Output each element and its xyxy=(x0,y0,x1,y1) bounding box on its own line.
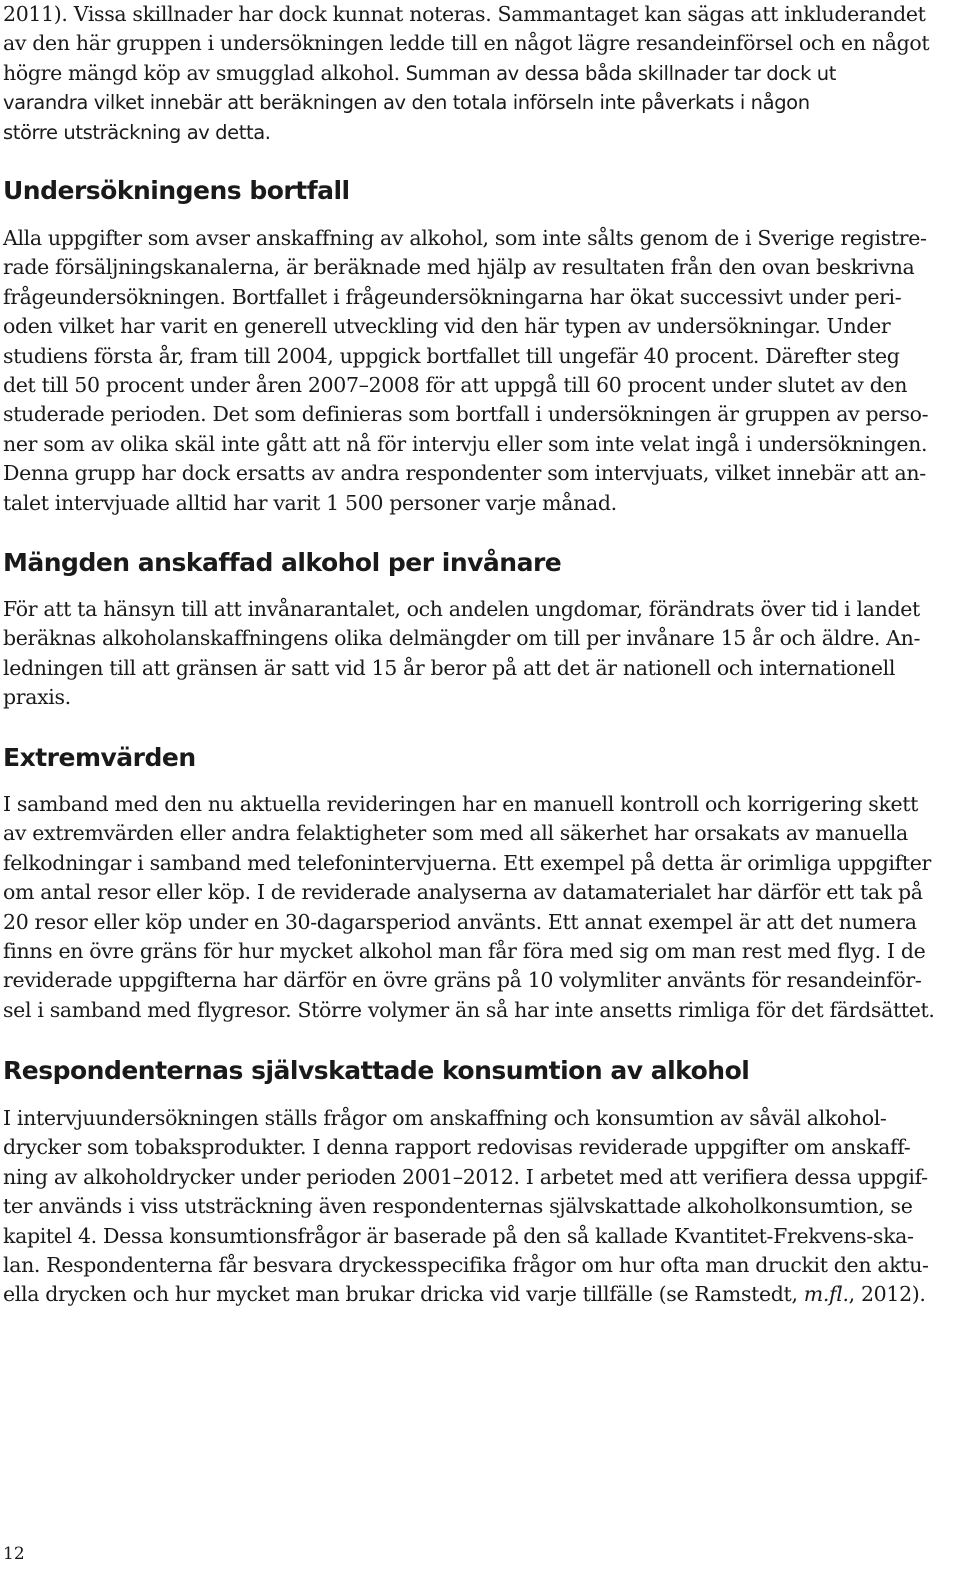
body-line: I samband med den nu aktuella revideringen har en manuell kontroll och korrigering skett xyxy=(3,792,919,816)
body-line: lan. Respondenterna får besvara dryckesspecifika frågor om hur ofta man druckit den aktu- xyxy=(3,1253,929,1278)
section-paragraph-mangden xyxy=(3,595,920,713)
body-line: det till 50 procent under åren 2007–2008 för att uppgå till 60 procent under slutet av den xyxy=(3,373,908,398)
section-heading-mangden: Mängden anskaffad alkohol per invånare xyxy=(3,548,562,577)
body-line: studerade perioden. Det som definieras som bortfall i undersökningen är gruppen av perso- xyxy=(3,402,929,427)
body-line: studiens första år, fram till 2004, uppgick bortfallet till ungefär 40 procent. Därefter steg xyxy=(3,343,900,368)
section-paragraph-extremvarden xyxy=(3,790,935,1025)
intro-line: av den här gruppen i undersökningen ledde till en något lägre resandeinförsel och en något xyxy=(3,31,930,56)
body-line: praxis. xyxy=(3,685,71,710)
intro-line xyxy=(3,59,929,88)
body-line: felkodningar i samband med telefonintervjuerna. Ett exempel på detta är orimliga uppgifter xyxy=(3,850,931,875)
body-line: Denna grupp har dock ersatts av andra respondenter som intervjuats, vilket innebär att an- xyxy=(3,461,926,486)
body-line: av extremvärden eller andra felaktigheter som med all säkerhet har orsakats av manuella xyxy=(3,821,908,846)
body-line: frågeundersökningen. Bortfallet i frågeundersökningarna har ökat successivt under peri- xyxy=(3,284,902,309)
last-line-italic: m.fl. xyxy=(803,1282,849,1307)
body-line: ning av alkoholdrycker under perioden 2001–2012. I arbetet med att verifiera dessa uppgif- xyxy=(3,1164,928,1189)
body-line: oden vilket har varit en generell utveckling vid den här typen av undersökningar. Under xyxy=(3,314,891,339)
last-line-text: ella drycken och hur mycket man brukar dricka vid varje tillfälle (se Ramstedt, xyxy=(3,1282,804,1307)
section-paragraph-respondenternas xyxy=(3,1104,929,1310)
body-line-last xyxy=(3,1280,929,1309)
section-heading-respondenternas: Respondenternas självskattade konsumtion av alkohol xyxy=(3,1056,750,1085)
intro-line: 2011). Vissa skillnader har dock kunnat noteras. Sammantaget kan sägas att inkluderandet xyxy=(3,2,926,26)
body-line: kapitel 4. Dessa konsumtionsfrågor är baserade på den så kallade Kvantitet-Frekvens-ska- xyxy=(3,1223,914,1248)
body-line: rade försäljningskanalerna, är beräknade med hjälp av resultaten från den ovan beskrivna xyxy=(3,255,915,280)
intro-line-serif: högre mängd köp av smugglad alkohol. xyxy=(3,60,400,85)
body-line: talet intervjuade alltid har varit 1 500 personer varje månad. xyxy=(3,490,617,515)
body-line: I intervjuundersökningen ställs frågor om anskaffning och konsumtion av såväl alkohol- xyxy=(3,1106,887,1130)
body-line: om antal resor eller köp. I de reviderade analyserna av datamaterialet har därför ett tak på xyxy=(3,880,923,905)
body-line: ledningen till att gränsen är satt vid 15 år beror på att det är nationell och internationell xyxy=(3,655,896,680)
body-line: finns en övre gräns för hur mycket alkohol man får föra med sig om man rest med flyg. I de xyxy=(3,939,926,964)
intro-line: större utsträckning av detta. xyxy=(3,120,271,144)
body-line: drycker som tobaksprodukter. I denna rapport redovisas reviderade uppgifter om anskaff- xyxy=(3,1135,911,1160)
section-heading-extremvarden: Extremvärden xyxy=(3,743,196,772)
section-paragraph-bortfall xyxy=(3,224,928,518)
body-line: beräknas alkoholanskaffningens olika delmängder om till per invånare 15 år och äldre. An- xyxy=(3,626,921,651)
page-number: 12 xyxy=(3,1544,25,1564)
body-line: 20 resor eller köp under en 30-dagarsperiod använts. Ett annat exempel är att det numera xyxy=(3,909,917,934)
body-line: reviderade uppgifterna har därför en övre gräns på 10 volymliter använts för resandeinför- xyxy=(3,968,922,993)
section-heading-bortfall: Undersökningens bortfall xyxy=(3,176,350,205)
body-line: För att ta hänsyn till att invånarantalet, och andelen ungdomar, förändrats över tid i landet xyxy=(3,597,920,621)
intro-paragraph xyxy=(3,0,929,147)
intro-line-sans: Summan av dessa båda skillnader tar dock ut xyxy=(399,61,837,85)
intro-line: varandra vilket innebär att beräkningen av den totala införseln inte påverkats i någon xyxy=(3,91,810,115)
body-line: ner som av olika skäl inte gått att nå för intervju eller som inte velat ingå i undersökningen. xyxy=(3,431,928,456)
last-line-tail: , 2012). xyxy=(848,1282,926,1307)
body-line: ter används i viss utsträckning även respondenternas självskattade alkoholkonsumtion, se xyxy=(3,1194,913,1219)
body-line: Alla uppgifter som avser anskaffning av alkohol, som inte sålts genom de i Sverige registre- xyxy=(3,226,927,250)
body-line: sel i samband med flygresor. Större volymer än så har inte ansetts rimliga för det färdsättet. xyxy=(3,997,935,1022)
